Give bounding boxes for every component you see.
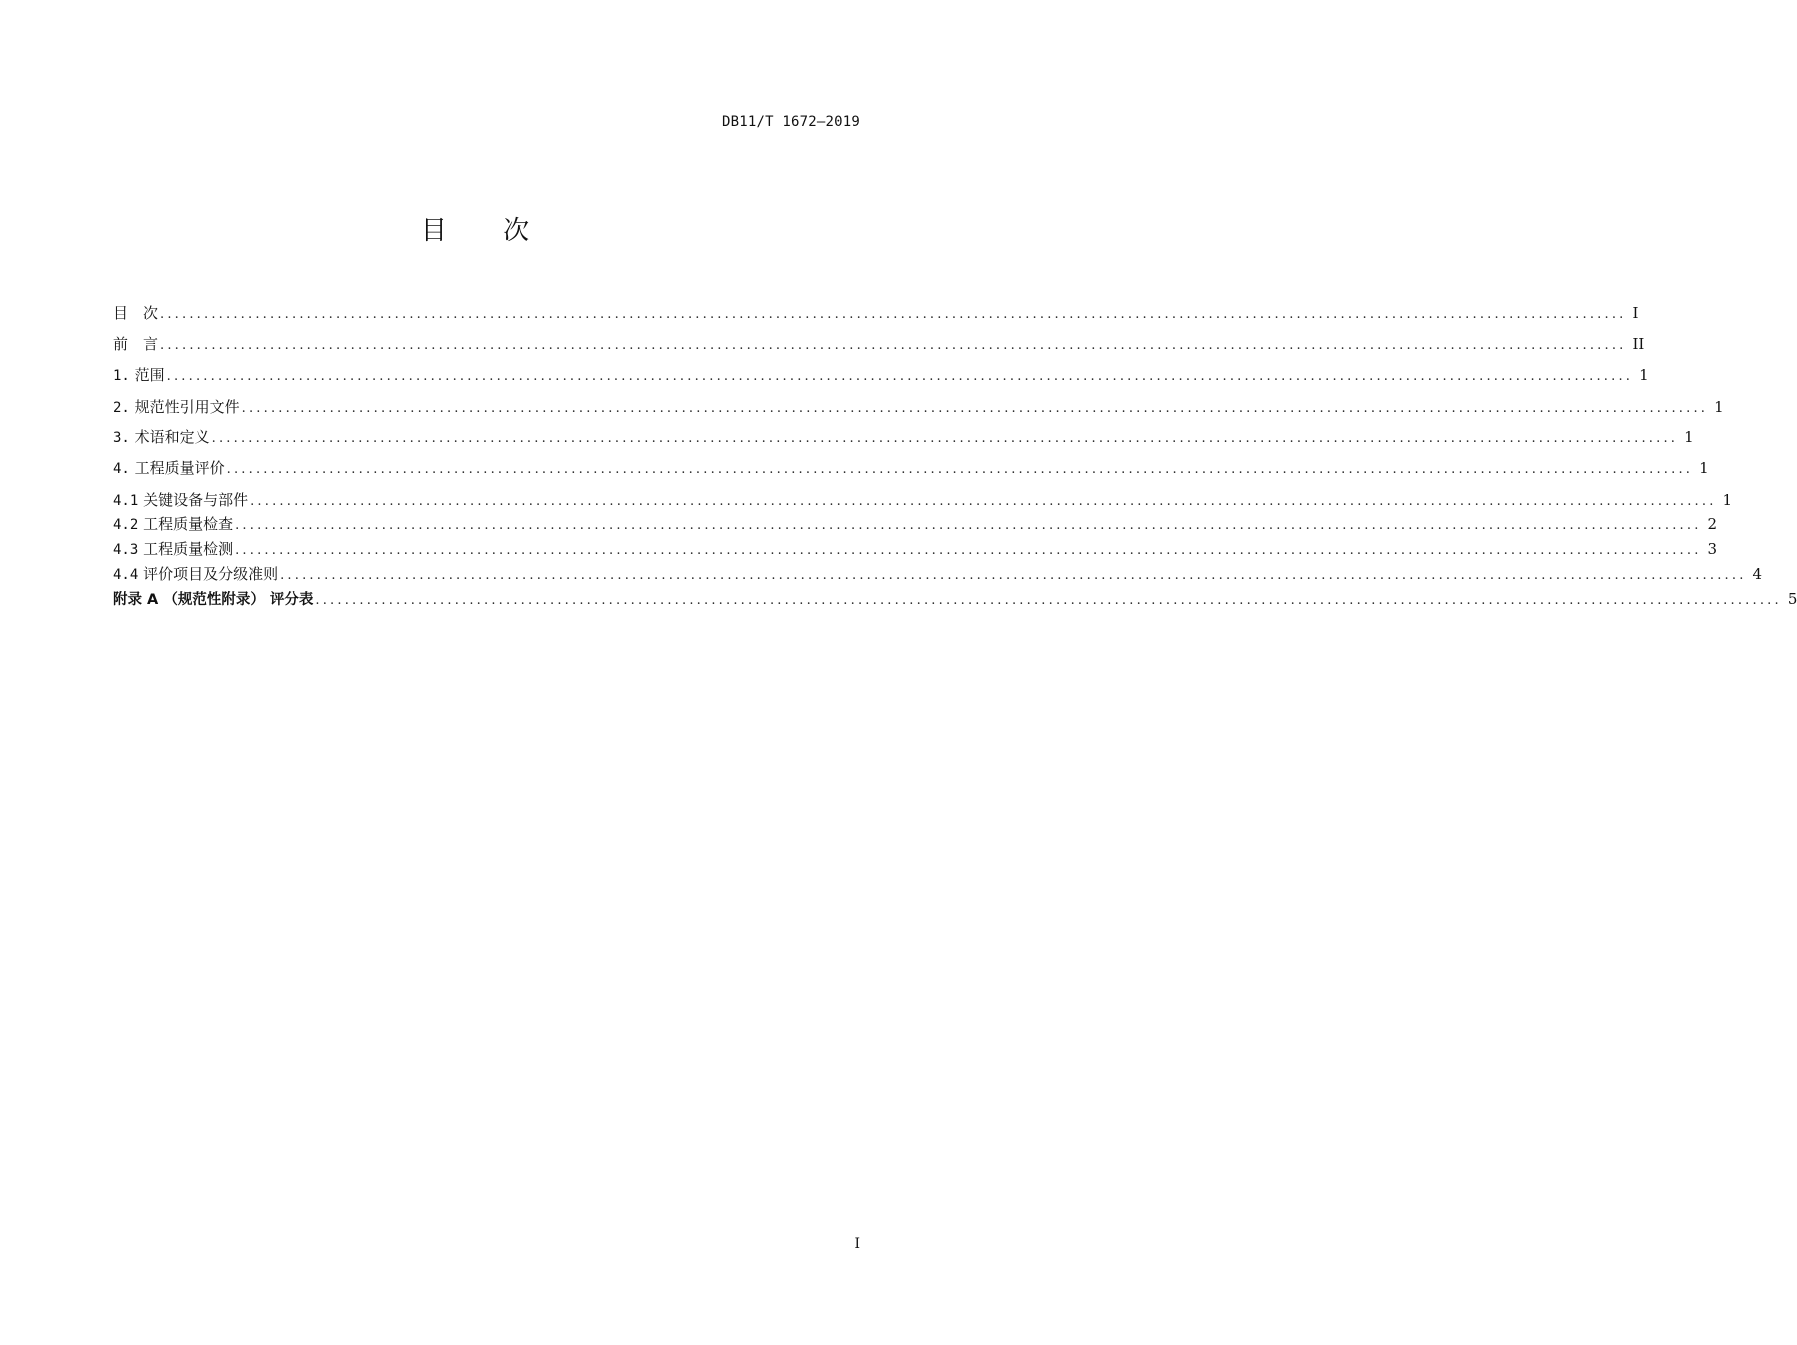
toc-entry-title: 关键设备与部件 <box>138 491 249 509</box>
toc-entry-title: 附录 A （规范性附录） 评分表 <box>113 592 314 608</box>
dot-leader: ........................................................................................................................................................................................................ <box>160 338 1627 353</box>
toc-entry-number: 4. <box>113 461 130 477</box>
toc-entry-page: 4 <box>1752 565 1763 583</box>
toc-entry[interactable] <box>113 426 1694 447</box>
toc-entry-title: 术语和定义 <box>129 428 210 446</box>
toc-entry[interactable] <box>113 513 1718 534</box>
toc-entry-page: 5 <box>1787 590 1797 608</box>
toc-entry-page: 1 <box>1714 398 1724 416</box>
toc-entry-title: 目 次 <box>113 304 159 322</box>
dot-leader: ........................................................................................................................................................................................................ <box>241 401 1709 416</box>
toc-entry-page: II <box>1632 335 1645 353</box>
toc-entry-number: 1. <box>113 368 130 384</box>
toc-heading: 目 次 <box>420 216 554 246</box>
toc-entry-page: I <box>1632 304 1639 322</box>
dot-leader: ........................................................................................................................................................................................................ <box>280 568 1747 583</box>
toc-entry-number: 4.2 <box>113 517 139 533</box>
toc-entry-title: 工程质量检查 <box>138 515 234 533</box>
toc-entry-number: 4.1 <box>113 493 139 509</box>
toc-entry-title: 评价项目及分级准则 <box>138 565 279 583</box>
dot-leader: ........................................................................................................................................................................................................ <box>235 543 1702 558</box>
toc-entry-title: 前 言 <box>113 335 159 353</box>
toc-entry-page: 3 <box>1707 540 1718 558</box>
toc-entry[interactable] <box>113 489 1733 510</box>
toc-entry-number: 4.4 <box>113 567 139 583</box>
toc-entry[interactable] <box>113 563 1763 584</box>
document-code: DB11/T 1672—2019 <box>721 114 860 130</box>
toc-entry[interactable] <box>113 364 1649 385</box>
toc-entry-title: 工程质量检测 <box>138 540 234 558</box>
toc-entry[interactable] <box>113 457 1709 478</box>
dot-leader: ........................................................................................................................................................................................................ <box>226 462 1694 477</box>
dot-leader: ........................................................................................................................................................................................................ <box>250 494 1717 509</box>
dot-leader: ........................................................................................................................................................................................................ <box>160 307 1627 322</box>
toc-entry[interactable] <box>113 538 1718 559</box>
dot-leader: ........................................................................................................................................................................................................ <box>166 369 1634 384</box>
toc-entry-number: 4.3 <box>113 542 139 558</box>
toc-entry-page: 1 <box>1722 491 1733 509</box>
dot-leader: ........................................................................................................................................................................................................ <box>315 593 1782 608</box>
toc-entry[interactable] <box>113 333 1645 354</box>
toc-entry[interactable] <box>113 396 1724 417</box>
toc-entry-title: 规范性引用文件 <box>129 398 240 416</box>
toc-entry-page: 1 <box>1684 428 1694 446</box>
toc-entry-appendix[interactable] <box>113 588 1797 609</box>
dot-leader: ........................................................................................................................................................................................................ <box>211 431 1679 446</box>
toc-entry-title: 工程质量评价 <box>129 459 225 477</box>
toc-entry-page: 2 <box>1707 515 1718 533</box>
toc-entry-title: 范围 <box>129 366 165 384</box>
toc-entry-page: 1 <box>1699 459 1709 477</box>
toc-entry-page: 1 <box>1639 366 1649 384</box>
toc-entry-number: 3. <box>113 430 130 446</box>
page-number: I <box>854 1236 860 1252</box>
dot-leader: ........................................................................................................................................................................................................ <box>235 518 1702 533</box>
toc-entry[interactable] <box>113 302 1639 323</box>
toc-entry-number: 2. <box>113 400 130 416</box>
